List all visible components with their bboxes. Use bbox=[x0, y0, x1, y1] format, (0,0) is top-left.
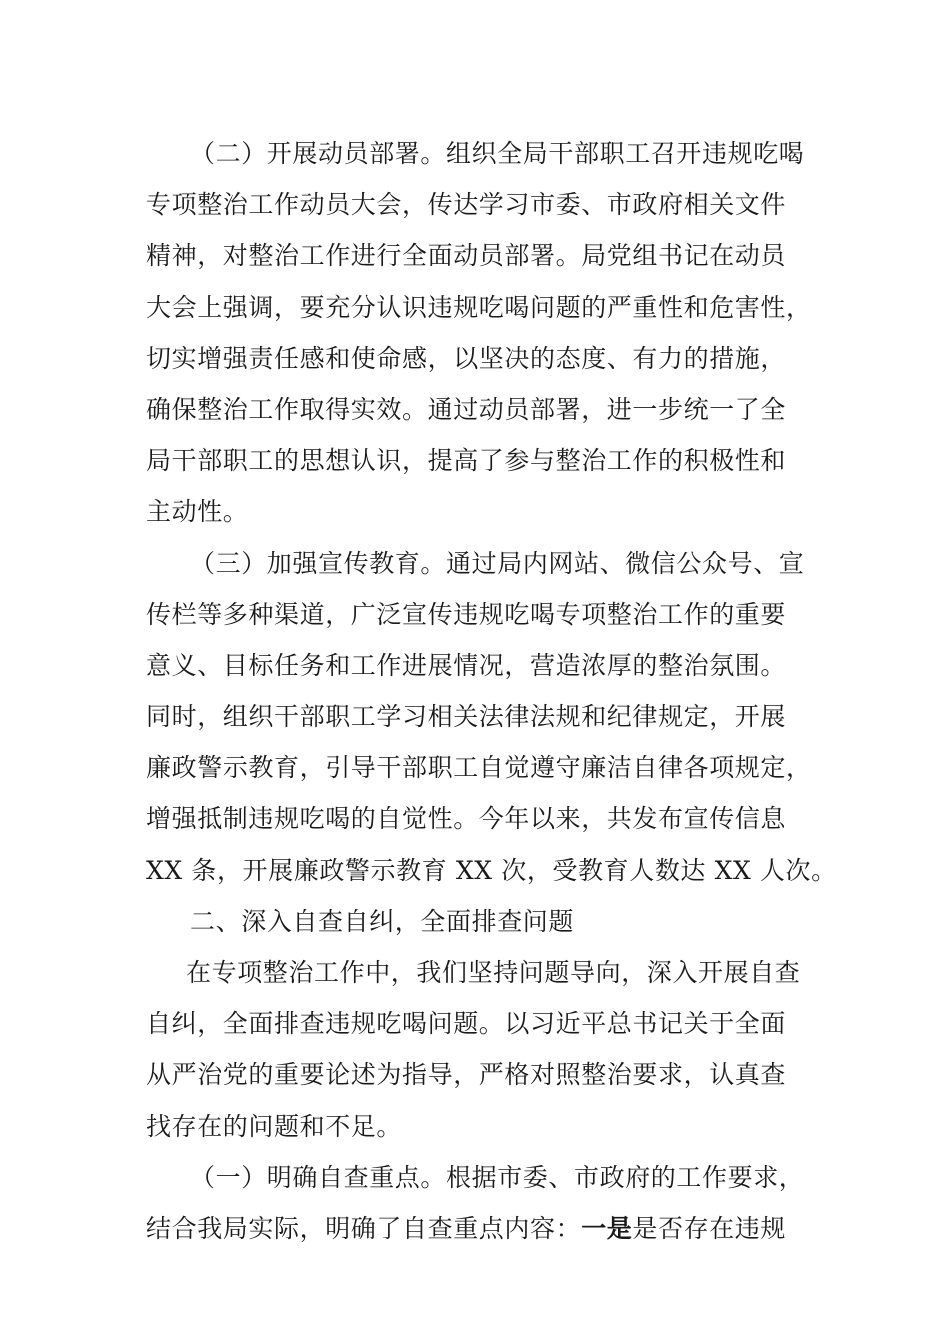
paragraph-line: （三）加强宣传教育。通过局内网站、微信公众号、宣 bbox=[190, 548, 805, 578]
paragraph-line: 从严治党的重要论述为指导，严格对照整治要求，认真查 bbox=[146, 1060, 787, 1090]
document-page bbox=[146, 128, 837, 1254]
paragraph-line: （一）明确自查重点。根据市委、市政府的工作要求， bbox=[190, 1162, 805, 1192]
paragraph-line: 找存在的问题和不足。 bbox=[146, 1111, 403, 1141]
paragraph-line: 意义、目标任务和工作进展情况，营造浓厚的整治氛围。 bbox=[146, 650, 787, 680]
paragraph-line: 自纠，全面排查违规吃喝问题。以习近平总书记关于全面 bbox=[146, 1009, 787, 1039]
paragraph-line: 在专项整治工作中，我们坚持问题导向，深入开展自查 bbox=[186, 958, 801, 987]
paragraph-line bbox=[146, 1203, 806, 1254]
line-text: 结合我局实际，明确了自查重点内容： bbox=[146, 1213, 582, 1243]
paragraph-line: 主动性。 bbox=[146, 497, 249, 527]
paragraph-line: XX 条，开展廉政警示教育 XX 次，受教育人数达 XX 人次。 bbox=[146, 855, 837, 885]
bold-marker: 一是 bbox=[581, 1213, 633, 1243]
paragraph-line: 传栏等多种渠道，广泛宣传违规吃喝专项整治工作的重要 bbox=[146, 599, 787, 629]
paragraph-line: 专项整治工作动员大会，传达学习市委、市政府相关文件 bbox=[146, 190, 787, 220]
paragraph-line: 切实增强责任感和使命感，以坚决的态度、有力的措施， bbox=[146, 343, 787, 373]
paragraph-line: 局干部职工的思想认识，提高了参与整治工作的积极性和 bbox=[146, 446, 787, 476]
paragraph-line: 廉政警示教育，引导干部职工自觉遵守廉洁自律各项规定， bbox=[146, 753, 812, 783]
paragraph-line: 确保整治工作取得实效。通过动员部署，进一步统一了全 bbox=[146, 394, 787, 424]
paragraph-line: 增强抵制违规吃喝的自觉性。今年以来，共发布宣传信息 bbox=[146, 804, 787, 834]
paragraph-line: 同时，组织干部职工学习相关法律法规和纪律规定，开展 bbox=[146, 702, 787, 732]
paragraph-line: 精神，对整治工作进行全面动员部署。局党组书记在动员 bbox=[146, 241, 787, 271]
section-heading: 二、深入自查自纠，全面排查问题 bbox=[190, 906, 575, 936]
paragraph-line: 大会上强调，要充分认识违规吃喝问题的严重性和危害性， bbox=[146, 292, 812, 322]
line-tail: 是否存在违规 bbox=[632, 1213, 787, 1243]
paragraph-line: （二）开展动员部署。组织全局干部职工召开违规吃喝 bbox=[190, 139, 805, 168]
